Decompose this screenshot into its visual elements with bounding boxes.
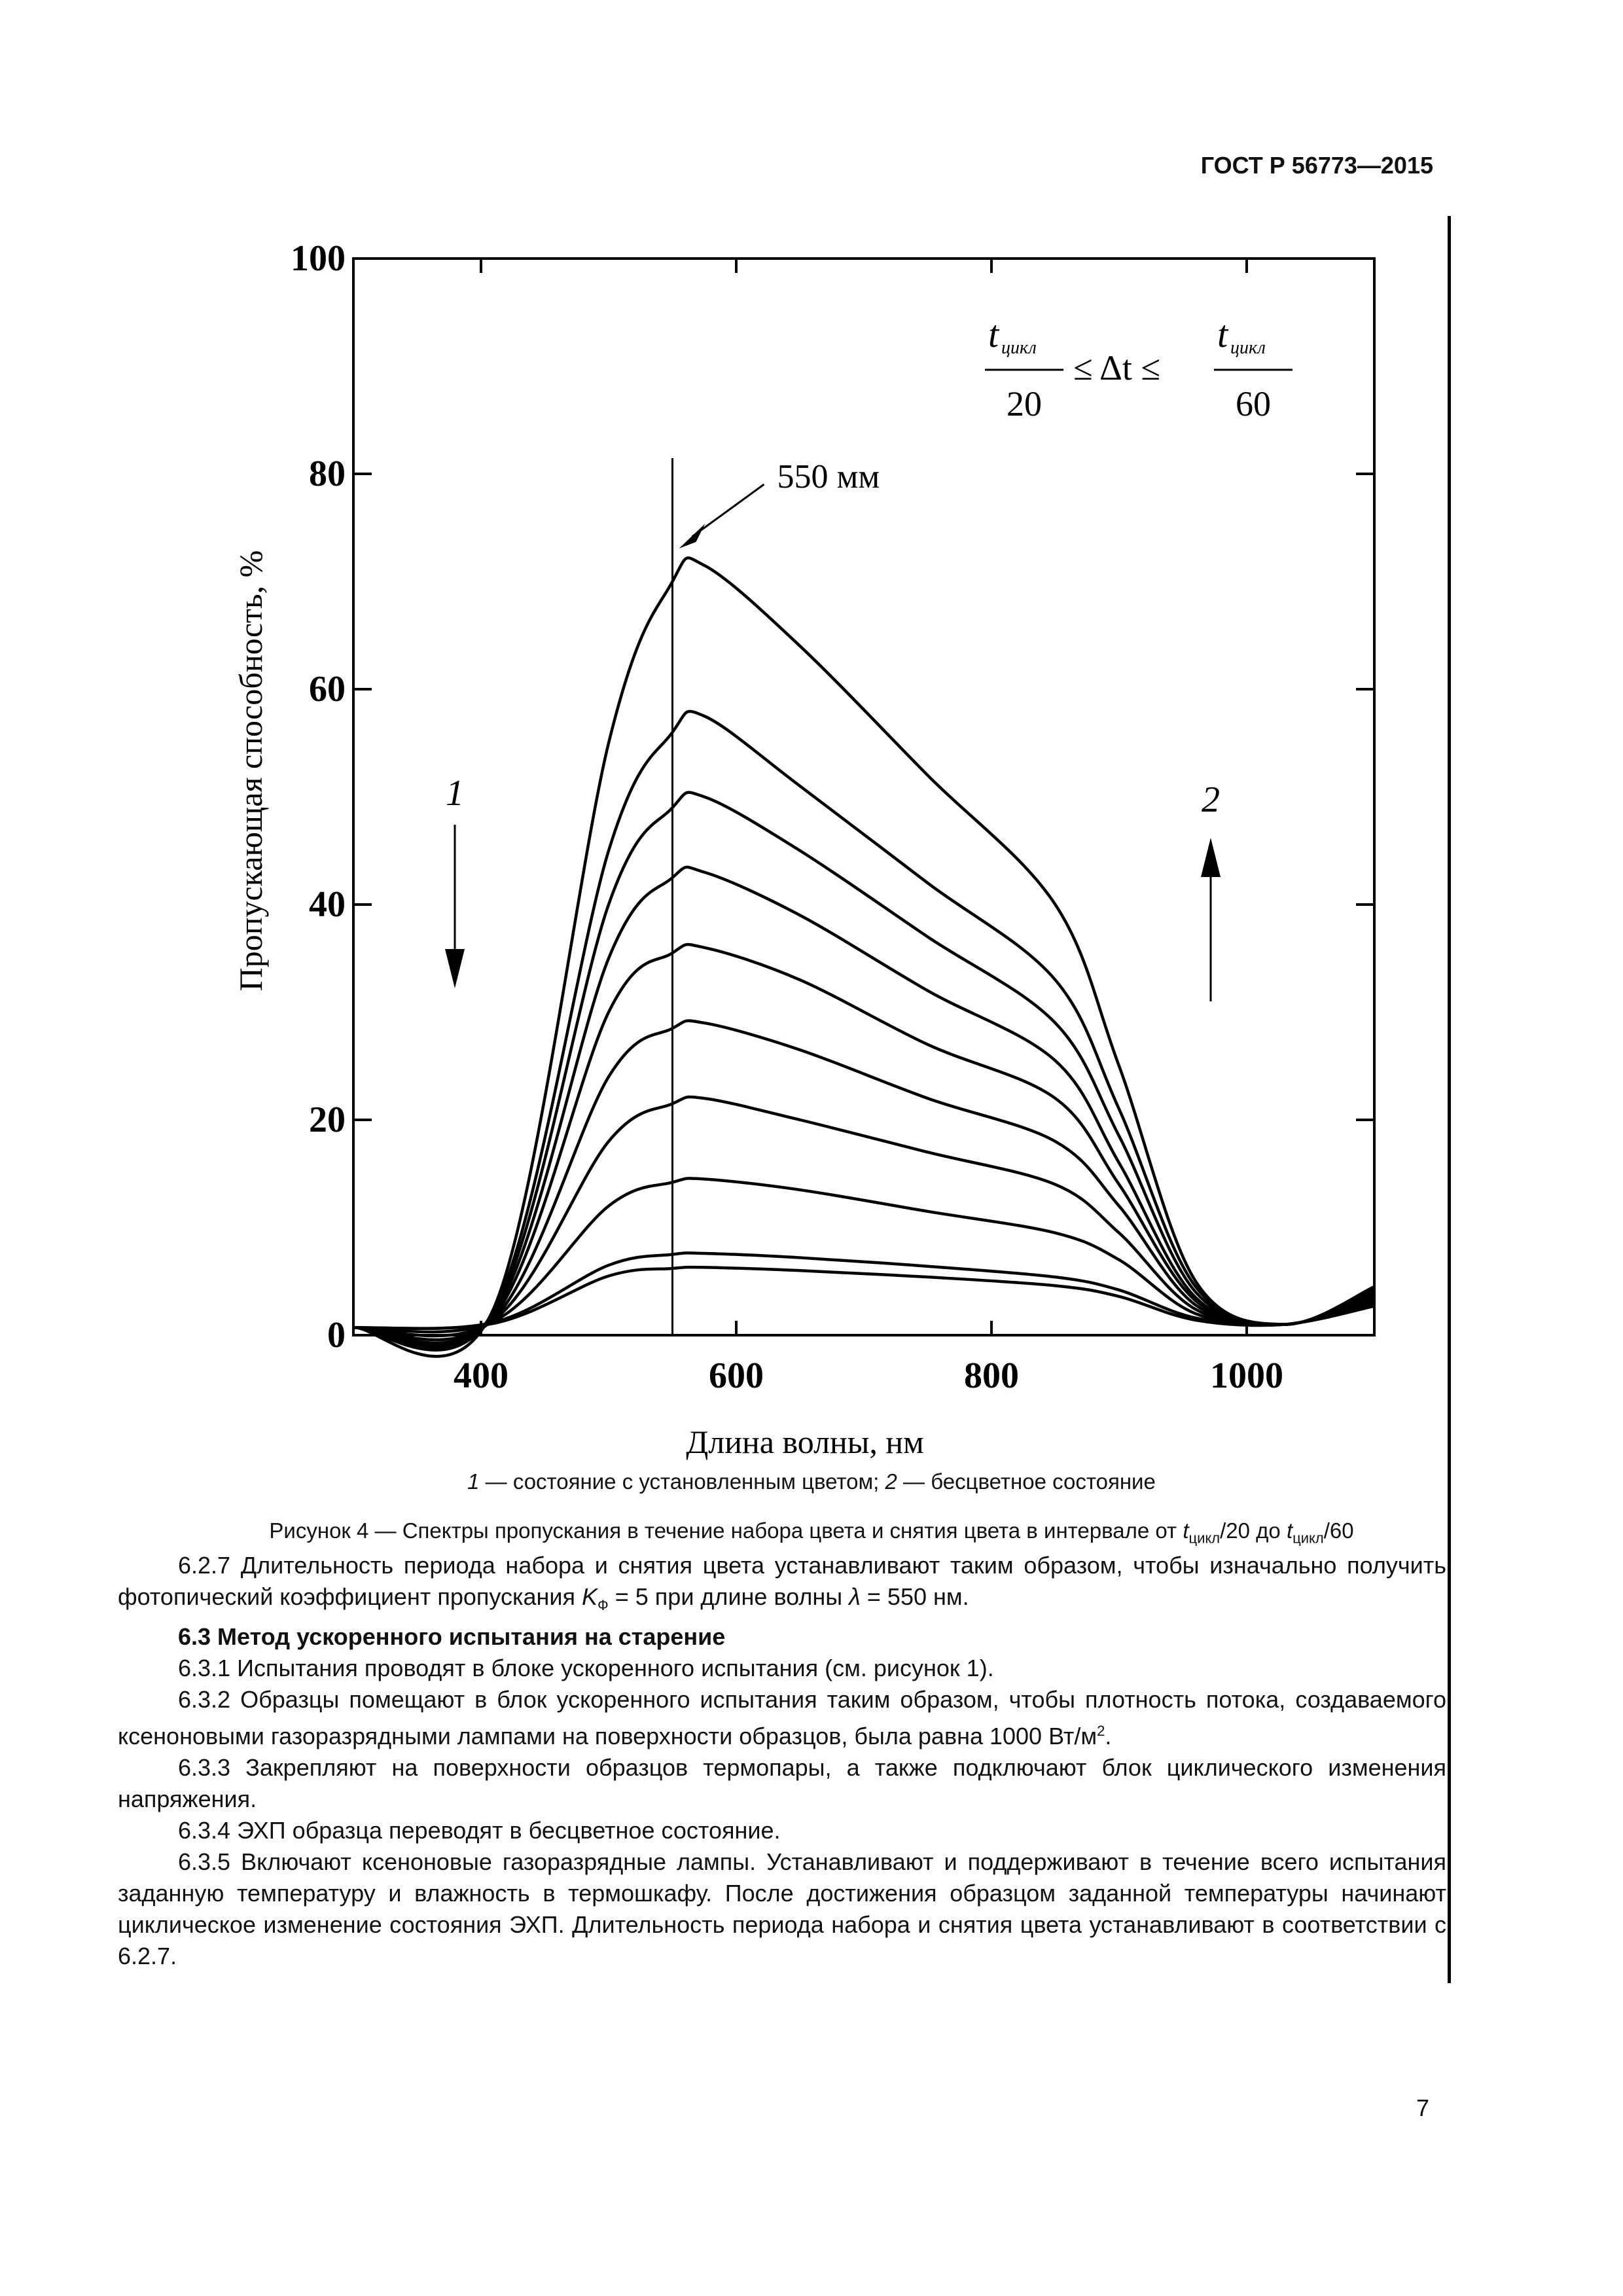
- marker-arrow: [692, 484, 764, 537]
- para-6-3-2: 6.3.2 Образцы помещают в блок ускоренного испытания таким образом, чтобы плотность потока, создаваемого ксеноновыми газоразрядными лампами на поверхности образцов, была равна 1000 $Вт/м^2$.: [118, 1686, 1446, 1750]
- formula-middle: ≤ Δt ≤: [1073, 348, 1161, 387]
- figure-caption: Рисунок 4 — Спектры пропускания в течение набора цвета и снятия цвета в интервале от $t_{цикл}/20$ до $t_{цикл}/60$: [269, 1518, 1354, 1547]
- body-text: [118, 1550, 1446, 1972]
- revision-bar: [1448, 216, 1451, 1983]
- page-number: 7: [1416, 2094, 1430, 2121]
- series-curve-2: [353, 711, 1374, 1350]
- chart-series: [353, 558, 1374, 1356]
- marker-arrowhead: [679, 524, 705, 548]
- x-tick-label: 800: [964, 1355, 1019, 1396]
- plot-frame: [353, 259, 1374, 1335]
- x-tick-label: 400: [454, 1355, 508, 1396]
- marker-label: 550 мм: [777, 458, 880, 495]
- series-curve-1: [353, 558, 1374, 1356]
- legend-text-1: — состояние с установленным цветом;: [479, 1469, 885, 1494]
- transmission-chart: [209, 236, 1387, 1466]
- formula-sub-left: цикл: [1001, 338, 1037, 358]
- formula-den-left: 20: [1007, 384, 1042, 423]
- y-tick-label: 60: [309, 669, 346, 709]
- heading-6-3: 6.3 Метод ускоренного испытания на старение: [178, 1623, 726, 1651]
- series-curve-3: [353, 793, 1374, 1348]
- y-tick-label: 40: [309, 884, 346, 925]
- x-tick-label: 600: [709, 1355, 764, 1396]
- formula-t-left: t: [988, 313, 999, 355]
- y-tick-label: 100: [291, 238, 346, 279]
- para-6-3-5: 6.3.5 Включают ксеноновые газоразрядные лампы. Устанавливают и поддерживают в течение всего испытания заданную температуру и влажность в термошкафу. После достижения образцом заданной температуры начинают циклическое изменение состояния ЭХП. Длительность периода набора и снятия цвета устанавливают в соответствии с 6.2.7.: [118, 1848, 1446, 1970]
- arrow-label-2: 2: [1202, 780, 1220, 820]
- arrow-label-1: 1: [446, 773, 464, 814]
- x-axis-label: Длина волны, нм: [686, 1424, 924, 1460]
- x-tick-label: 1000: [1210, 1355, 1283, 1396]
- standard-header: ГОСТ Р 56773—2015: [1200, 152, 1433, 179]
- legend-text-2: — бесцветное состояние: [897, 1469, 1156, 1494]
- para-6-3-4: 6.3.4 ЭХП образца переводят в бесцветное состояние.: [178, 1817, 781, 1844]
- formula-t-right: t: [1217, 313, 1228, 355]
- chart-ticks: [232, 238, 1374, 1460]
- para-6-2-7: 6.2.7 Длительность периода набора и снятия цвета устанавливают таким образом, чтобы изначально получить фотопический коэффициент пропускания $K_Ф = 5$ при длине волны λ = 550 нм.: [118, 1552, 1446, 1614]
- y-tick-label: 0: [327, 1315, 346, 1355]
- chart-axes: [353, 259, 1374, 1335]
- y-axis-label: Пропускающая способность, %: [232, 550, 269, 992]
- formula-sub-right: цикл: [1230, 338, 1266, 358]
- formula-den-right: 60: [1236, 384, 1271, 423]
- arrow-down-head: [445, 949, 465, 988]
- y-tick-label: 80: [309, 454, 346, 494]
- formula: [985, 313, 1293, 423]
- chart-annotations: [445, 313, 1293, 1335]
- para-6-3-3: 6.3.3 Закрепляют на поверхности образцов термопары, а также подключают блок циклического изменения напряжения.: [118, 1754, 1446, 1813]
- para-6-3-1: 6.3.1 Испытания проводят в блоке ускоренного испытания (см. рисунок 1).: [178, 1655, 994, 1682]
- figure-legend: [0, 1469, 1623, 1494]
- legend-num-2: 2: [885, 1469, 897, 1494]
- y-tick-label: 20: [309, 1100, 346, 1140]
- legend-num-1: 1: [467, 1469, 480, 1494]
- arrow-up-head: [1201, 838, 1221, 877]
